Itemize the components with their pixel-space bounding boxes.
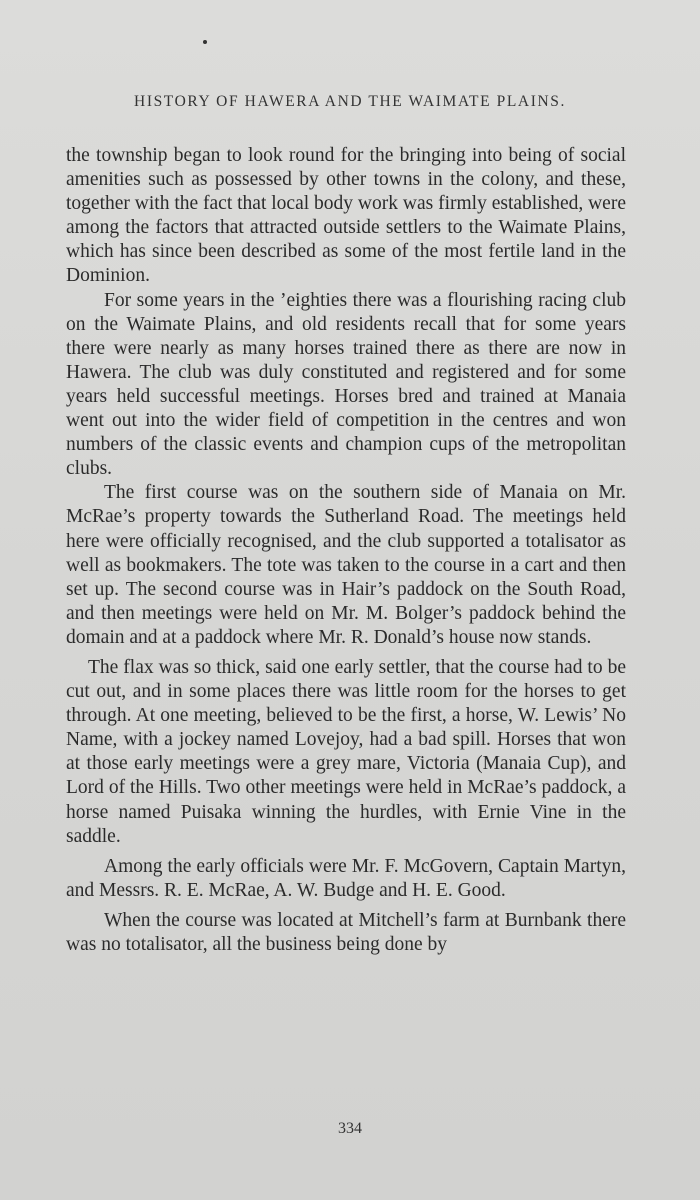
paragraph-2: For some years in the ’eighties there was a flourishing racing club on the Waimate Plains, and old residents recall that for some years there were nearly as many horses trained there as there are now in Hawera. The club was duly constituted and registered and for some years held successful meetings. Horses bred and trained at Manaia went out into the wider field of competition in the centres and won numbers of the classic events and champion cups of the metropolitan clubs. [66, 289, 626, 480]
page-number: 334 [338, 1120, 362, 1137]
paragraph-4: The flax was so thick, said one early settler, that the course had to be cut out, and in some places there was little room for the horses to get through. At one meeting, believed to be the first, a horse, W. Lewis’ No Name, with a jockey named Lovejoy, had a bad spill. Horses that won at those early meetings were a grey mare, Victoria (Manaia Cup), and Lord of the Hills. Two other meetings were held in McRae’s paddock, a horse named Puisaka winning the hurdles, with Ernie Vine in the saddle. [66, 656, 626, 847]
running-head: HISTORY OF HAWERA AND THE WAIMATE PLAINS. [134, 93, 566, 110]
body-text [66, 144, 626, 957]
paragraph-3: The first course was on the southern side of Manaia on Mr. McRae’s property towards the Sutherland Road. The meetings held here were officially recognised, and the club supported a totalisator as well as bookmakers. The tote was taken to the course in a cart and then set up. The second course was in Hair’s paddock on the South Road, and then meetings were held on Mr. M. Bolger’s paddock behind the domain and at a paddock where Mr. R. Donald’s house now stands. [66, 482, 626, 648]
print-speck [203, 40, 207, 44]
paragraph-6: When the course was located at Mitchell’s farm at Burnbank there was no totalisator, all the business being done by [66, 909, 626, 955]
paragraph-1: the township began to look round for the bringing into being of social amenities such as possessed by other towns in the colony, and these, together with the fact that local body work was firmly established, were among the factors that attracted outside settlers to the Waimate Plains, which has since been described as some of the most fertile land in the Dominion. [66, 145, 626, 287]
paragraph-5: Among the early officials were Mr. F. McGovern, Captain Martyn, and Messrs. R. E. McRae, A. W. Budge and H. E. Good. [66, 855, 626, 901]
